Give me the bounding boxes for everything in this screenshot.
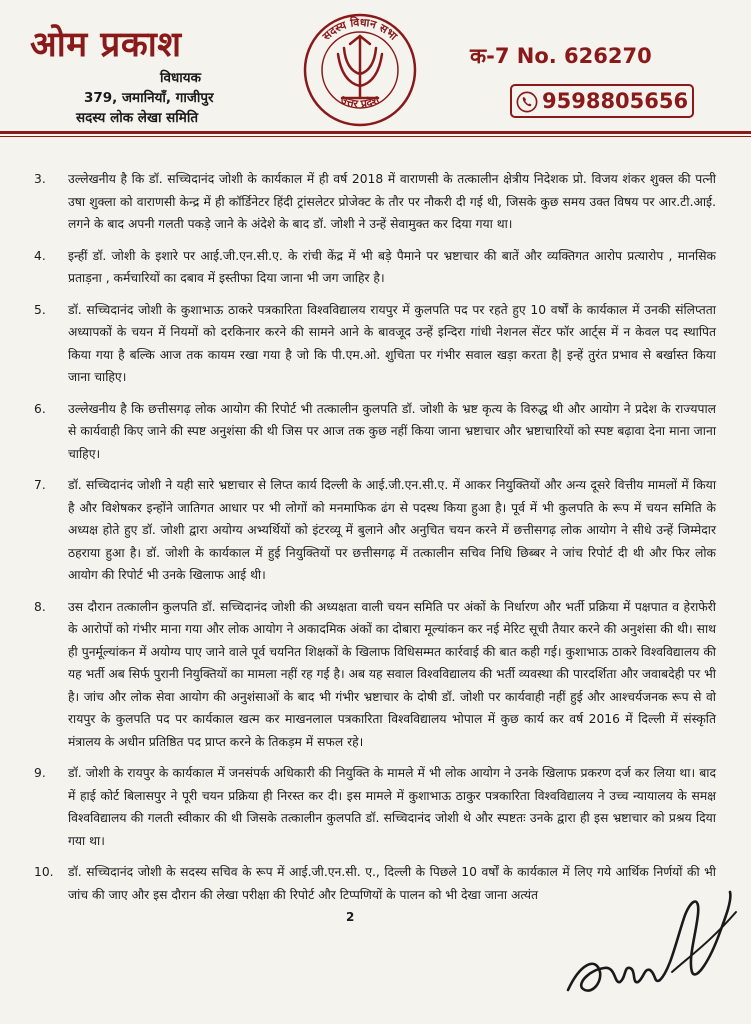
paragraph-number: 6. [34,401,46,416]
paragraph-text: डॉ. सच्चिदानंद जोशी के सदस्य सचिव के रूप में आई.जी.एन.सी. ए., दिल्ली के पिछले 10 वर्षों के कार्यकाल में लिए गये आर्थिक निर्णयों की भी जांच की जाए और इस दौरान की लेखा परीक्षा की रिपोर्ट और टिप्पणियों के पालन को भी देखा जाना अत्यंत [68,865,716,902]
paragraph-text: डॉ. सच्चिदानंद जोशी ने यही सारे भ्रष्टाचार से लिप्त कार्य दिल्ली के आई.जी.एन.सी.ए. में आकर नियुक्तियों और अन्य दूसरे वित्तीय मामलों में किया है और विशेषकर इन्होंने जातिगत आधार पर भी लोगों को मनमाफिक ढंग से पदस्थ किया हुआ है। पूर्व में भी कुलपति के रूप में चयन समिति के अध्यक्ष होते हुए डॉ. जोशी द्वारा अयोग्य अभ्यर्थियों को इंटरव्यू में बुलाने और अनुचित चयन करने में छत्तीसगढ़ लोक आयोग ने सीधे उन्हें जिम्मेदार ठहराया हुआ है। डॉ. जोशी के कार्यकाल में हुई नियुक्तियों पर छत्तीसगढ़ में तत्कालीन सचिव निधि छिब्बर ने जांच रिपोर्ट दी थी और फिर लोक आयोग की रिपोर्ट भी उनके खिलाफ आई थी। [68,478,716,582]
assembly-seal-icon [300,10,420,130]
paragraph-8 [34,596,716,754]
letter-body [34,168,716,915]
seal-top-text: सदस्य विधान सभा [320,15,400,43]
paragraph-6 [34,398,716,466]
paragraph-3 [34,168,716,236]
paragraph-9 [34,762,716,852]
signature-icon [560,872,750,1022]
phone-number: 9598805656 [542,89,689,113]
committee: सदस्य लोक लेखा समिति [76,110,199,126]
paragraph-5 [34,299,716,389]
designation: विधायक [160,70,201,86]
paragraph-text: उल्लेखनीय है कि छत्तीसगढ़ लोक आयोग की रिपोर्ट भी तत्कालीन कुलपति डॉ. जोशी के भ्रष्ट कृत्य के विरुद्ध थी और आयोग ने प्रदेश के राज्यपाल से कार्यवाही किए जाने की स्पष्ट अनुशंसा की थी जिस पर आज तक कुछ नहीं किया जाना भ्रष्टाचार और भ्रष्टाचारियों को स्पष्ट बढ़ावा देना माना जाना चाहिए। [68,401,716,461]
paragraph-number: 9. [34,766,46,780]
paragraph-text: उस दौरान तत्कालीन कुलपति डॉ. सच्चिदानंद जोशी की अध्यक्षता वाली चयन समिति पर अंकों के निर्धारण और भर्ती प्रक्रिया में पक्षपात व हेराफेरी के आरोपों को गंभीर माना गया और लोक आयोग ने अकादमिक अंकों का दोबारा मूल्यांकन कर नई मेरिट सूची तैयार करने की अनुशंसा की थी। साथ ही पुनर्मूल्यांकन में अयोग्य पाए जाने वाले पूर्व चयनित शिक्षकों के खिलाफ विधिसम्मत कार्रवाई की बात कही गई। कुशाभाऊ ठाकरे विश्वविद्यालय की यह भर्ती अब सिर्फ पुरानी नियुक्तियों का मामला नहीं रह गई है। अब यह सवाल विश्वविद्यालय की भर्ती व्यवस्था की पारदर्शिता और जवाबदेही पर भी है। जांच और लोक सेवा आयोग की अनुशंसाओं के बाद भी गंभीर भ्रष्टाचार के दोषी डॉ. जोशी पर कार्यवाही नहीं हुई और आश्चर्यजनक रूप से वो रायपुर के कुलपति पद पर कार्यकाल खत्म कर माखनलाल पत्रकारिता विश्वविद्यालय भोपाल में कुछ कार्य कर वर्ष 2016 में दिल्ली में संस्कृति मंत्रालय के अधीन प्रतिष्ठित पद प्राप्त करने के तिकड़म में सफल रहे। [68,599,716,749]
phone-box [510,84,694,118]
paragraph-text: डॉ. सच्चिदानंद जोशी के कुशाभाऊ ठाकरे पत्रकारिता विश्वविद्यालय रायपुर में कुलपति पद पर रहते हुए 10 वर्षों के कार्यकाल में उनकी संलिप्तता अध्यापकों के चयन में नियमों को दरकिनार करने की सामने आने के बावजूद उन्हें इन्दिरा गांधी नेशनल सेंटर फॉर आर्ट्स में न केवल पद स्थापित किया गया है बल्कि आज तक कायम रखा गया है जो कि पी.एम.ओ. शुचिता पर गंभीर सवाल खड़ा करता है| इन्हें तुरंत प्रभाव से बर्खास्त किया जाना चाहिए। [68,302,716,384]
paragraph-number: 3. [34,172,46,186]
page-number: 2 [346,910,355,924]
constituency: 379, जमानियाँ, गाजीपुर [84,90,214,106]
paragraph-number: 8. [34,599,46,614]
paragraph-4 [34,245,716,290]
paragraph-7 [34,474,716,587]
header-rule [0,131,751,134]
paragraph-number: 5. [34,302,46,317]
phone-icon [516,91,538,113]
paragraph-number: 4. [34,248,46,263]
paragraph-number: 10. [34,865,54,879]
paragraph-text: उल्लेखनीय है कि डॉ. सच्चिदानंद जोशी के कार्यकाल में ही वर्ष 2018 में वाराणसी के तत्कालीन क्षेत्रीय निदेशक प्रो. विजय शंकर शुक्ल की पत्नी उषा शुक्ला को वाराणसी केन्द्र में ही कॉर्डिनेटर हिंदी ट्रांसलेटर प्रोजेक्ट के तौर पर नौकरी दी गई थी, जिसके कुछ समय उक्त विषय पर आर.टी.आई. लगने के बाद अपनी गलती पकड़े जाने के अंदेशे के बाद डॉ. जोशी ने उन्हें सेवामुक्त कर दिया गया था। [68,172,716,231]
seal-bottom-text: उत्तर प्रदेश [338,93,382,111]
paragraph-text: डॉ. जोशी के रायपुर के कार्यकाल में जनसंपर्क अधिकारी की नियुक्ति के मामले में भी लोक आयोग ने उनके खिलाफ प्रकरण दर्ज कर लिया था। बाद में हाई कोर्ट बिलासपुर ने पूरी चयन प्रक्रिया ही निरस्त कर दी। इस मामले में कुशाभाऊ ठाकुर पत्रकारिता विश्वविद्यालय ने उच्च न्यायालय के समक्ष विश्वविद्यालय की गलती स्वीकार की थी जिसके तत्कालीन कुलपति डॉ. सच्चिदानंद जोशी थे और स्पष्टतः उनके द्वारा ही इस भ्रष्टाचार को प्रश्रय दिया गया था। [68,766,716,848]
paragraph-number: 7. [34,478,46,492]
mla-name: ओम प्रकाश [30,25,182,65]
header-rule-thin [0,136,751,137]
paragraph-text: इन्हीं डॉ. जोशी के इशारे पर आई.जी.एन.सी.ए. के रांची केंद्र में भी बड़े पैमाने पर भ्रष्टाचार की बातें और व्यक्तिगत आरोप प्रत्यारोप , मानसिक प्रताड़ना , कर्मचारियों का दबाव में इस्तीफा दिया जाना भी जग जाहिर है। [68,248,716,285]
serial-number: क-7 No. 626270 [470,44,652,68]
